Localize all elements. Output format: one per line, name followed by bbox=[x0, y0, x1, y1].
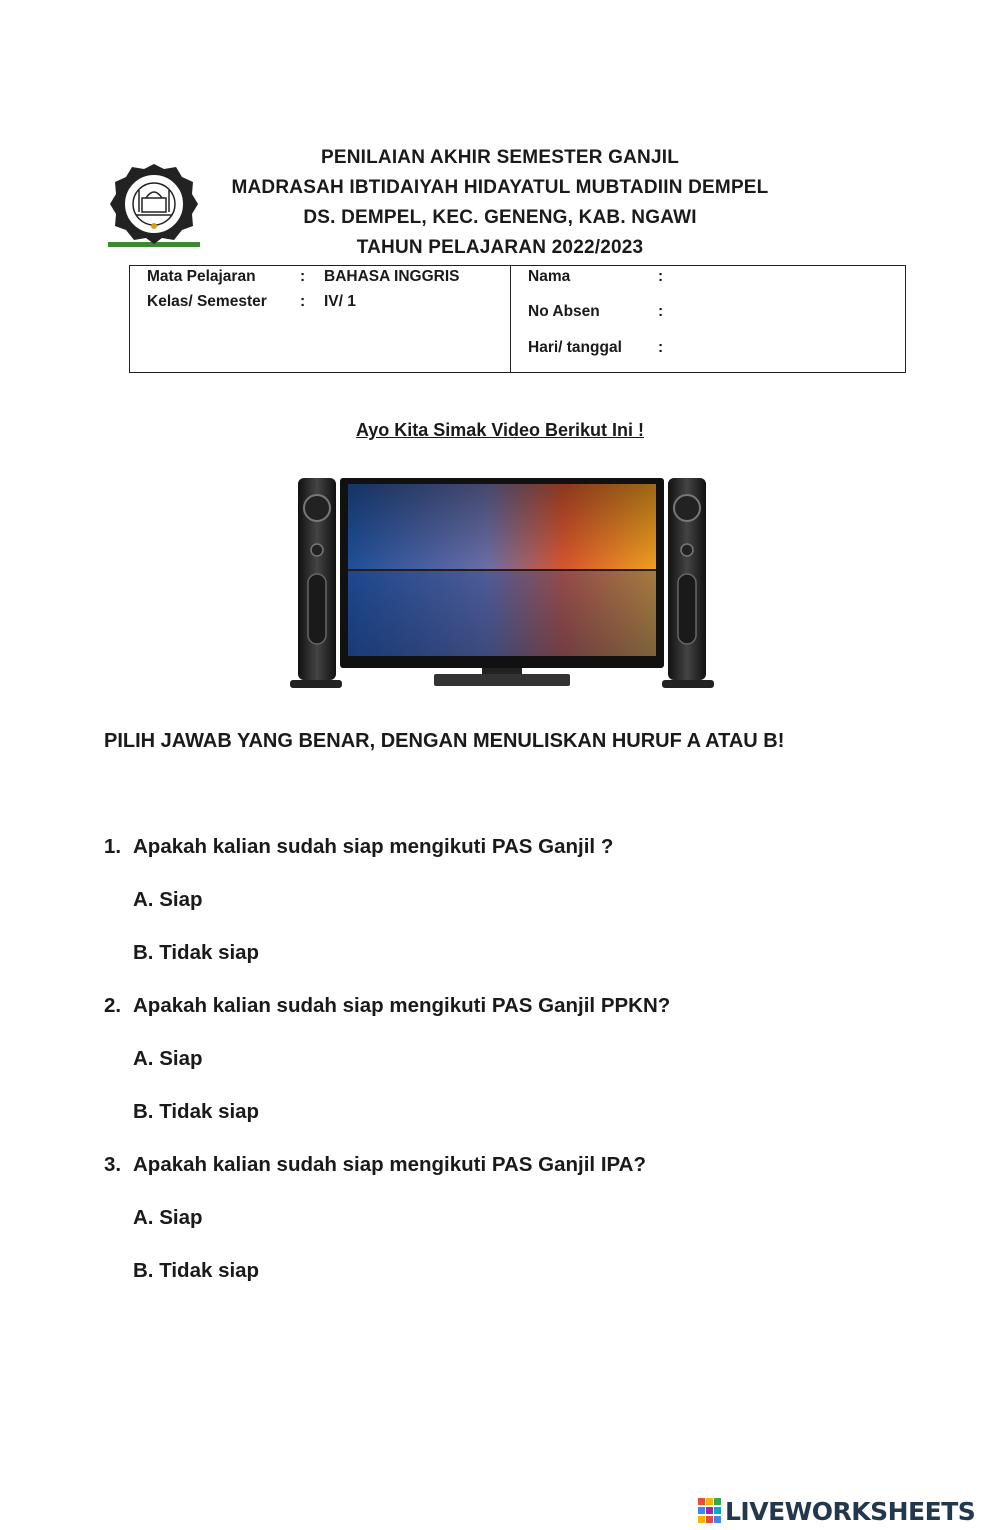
question-3 bbox=[104, 1153, 646, 1177]
subject-value: BAHASA INGGRIS bbox=[324, 268, 460, 285]
absen-colon: : bbox=[658, 303, 664, 320]
video-instruction: Ayo Kita Simak Video Berikut Ini ! bbox=[355, 420, 645, 440]
date-colon: : bbox=[658, 339, 664, 356]
subject-label: Mata Pelajaran bbox=[147, 268, 256, 285]
liveworksheets-logo[interactable] bbox=[698, 1496, 975, 1526]
school-name: MADRASAH IBTIDAIYAH HIDAYATUL MUBTADIIN DEMPEL bbox=[231, 177, 769, 198]
name-colon: : bbox=[658, 268, 664, 285]
class-value: IV/ 1 bbox=[324, 293, 356, 310]
date-label: Hari/ tanggal bbox=[528, 339, 622, 356]
main-instruction: PILIH JAWAB YANG BENAR, DENGAN MENULISKAN HURUF A ATAU B! bbox=[104, 730, 785, 752]
question-text: Apakah kalian sudah siap mengikuti PAS Ganjil IPA? bbox=[133, 1153, 647, 1176]
tv-speakers-image bbox=[286, 474, 718, 694]
info-divider bbox=[510, 265, 511, 373]
option-b[interactable]: B. Tidak siap bbox=[133, 1100, 260, 1123]
question-text: Apakah kalian sudah siap mengikuti PAS Ganjil ? bbox=[133, 835, 614, 858]
academic-year: TAHUN PELAJARAN 2022/2023 bbox=[356, 237, 644, 258]
exam-title: PENILAIAN AKHIR SEMESTER GANJIL bbox=[320, 147, 680, 168]
subject-colon: : bbox=[300, 268, 306, 285]
option-a[interactable]: A. Siap bbox=[133, 888, 203, 911]
brand-text: LIVEWORKSHEETS bbox=[725, 1496, 976, 1526]
option-b[interactable]: B. Tidak siap bbox=[133, 1259, 260, 1282]
question-1 bbox=[104, 835, 613, 859]
question-text: Apakah kalian sudah siap mengikuti PAS Ganjil PPKN? bbox=[133, 994, 671, 1017]
class-colon: : bbox=[300, 293, 306, 310]
school-address: DS. DEMPEL, KEC. GENENG, KAB. NGAWI bbox=[303, 207, 697, 228]
name-label: Nama bbox=[528, 268, 571, 285]
option-b[interactable]: B. Tidak siap bbox=[133, 941, 260, 964]
class-label: Kelas/ Semester bbox=[147, 293, 267, 310]
question-2 bbox=[104, 994, 670, 1018]
liveworksheets-icon bbox=[698, 1498, 722, 1524]
question-number: 2. bbox=[104, 994, 122, 1017]
question-number: 1. bbox=[104, 835, 122, 858]
option-a[interactable]: A. Siap bbox=[133, 1206, 203, 1229]
question-number: 3. bbox=[104, 1153, 122, 1176]
option-a[interactable]: A. Siap bbox=[133, 1047, 203, 1070]
absen-label: No Absen bbox=[528, 303, 600, 320]
